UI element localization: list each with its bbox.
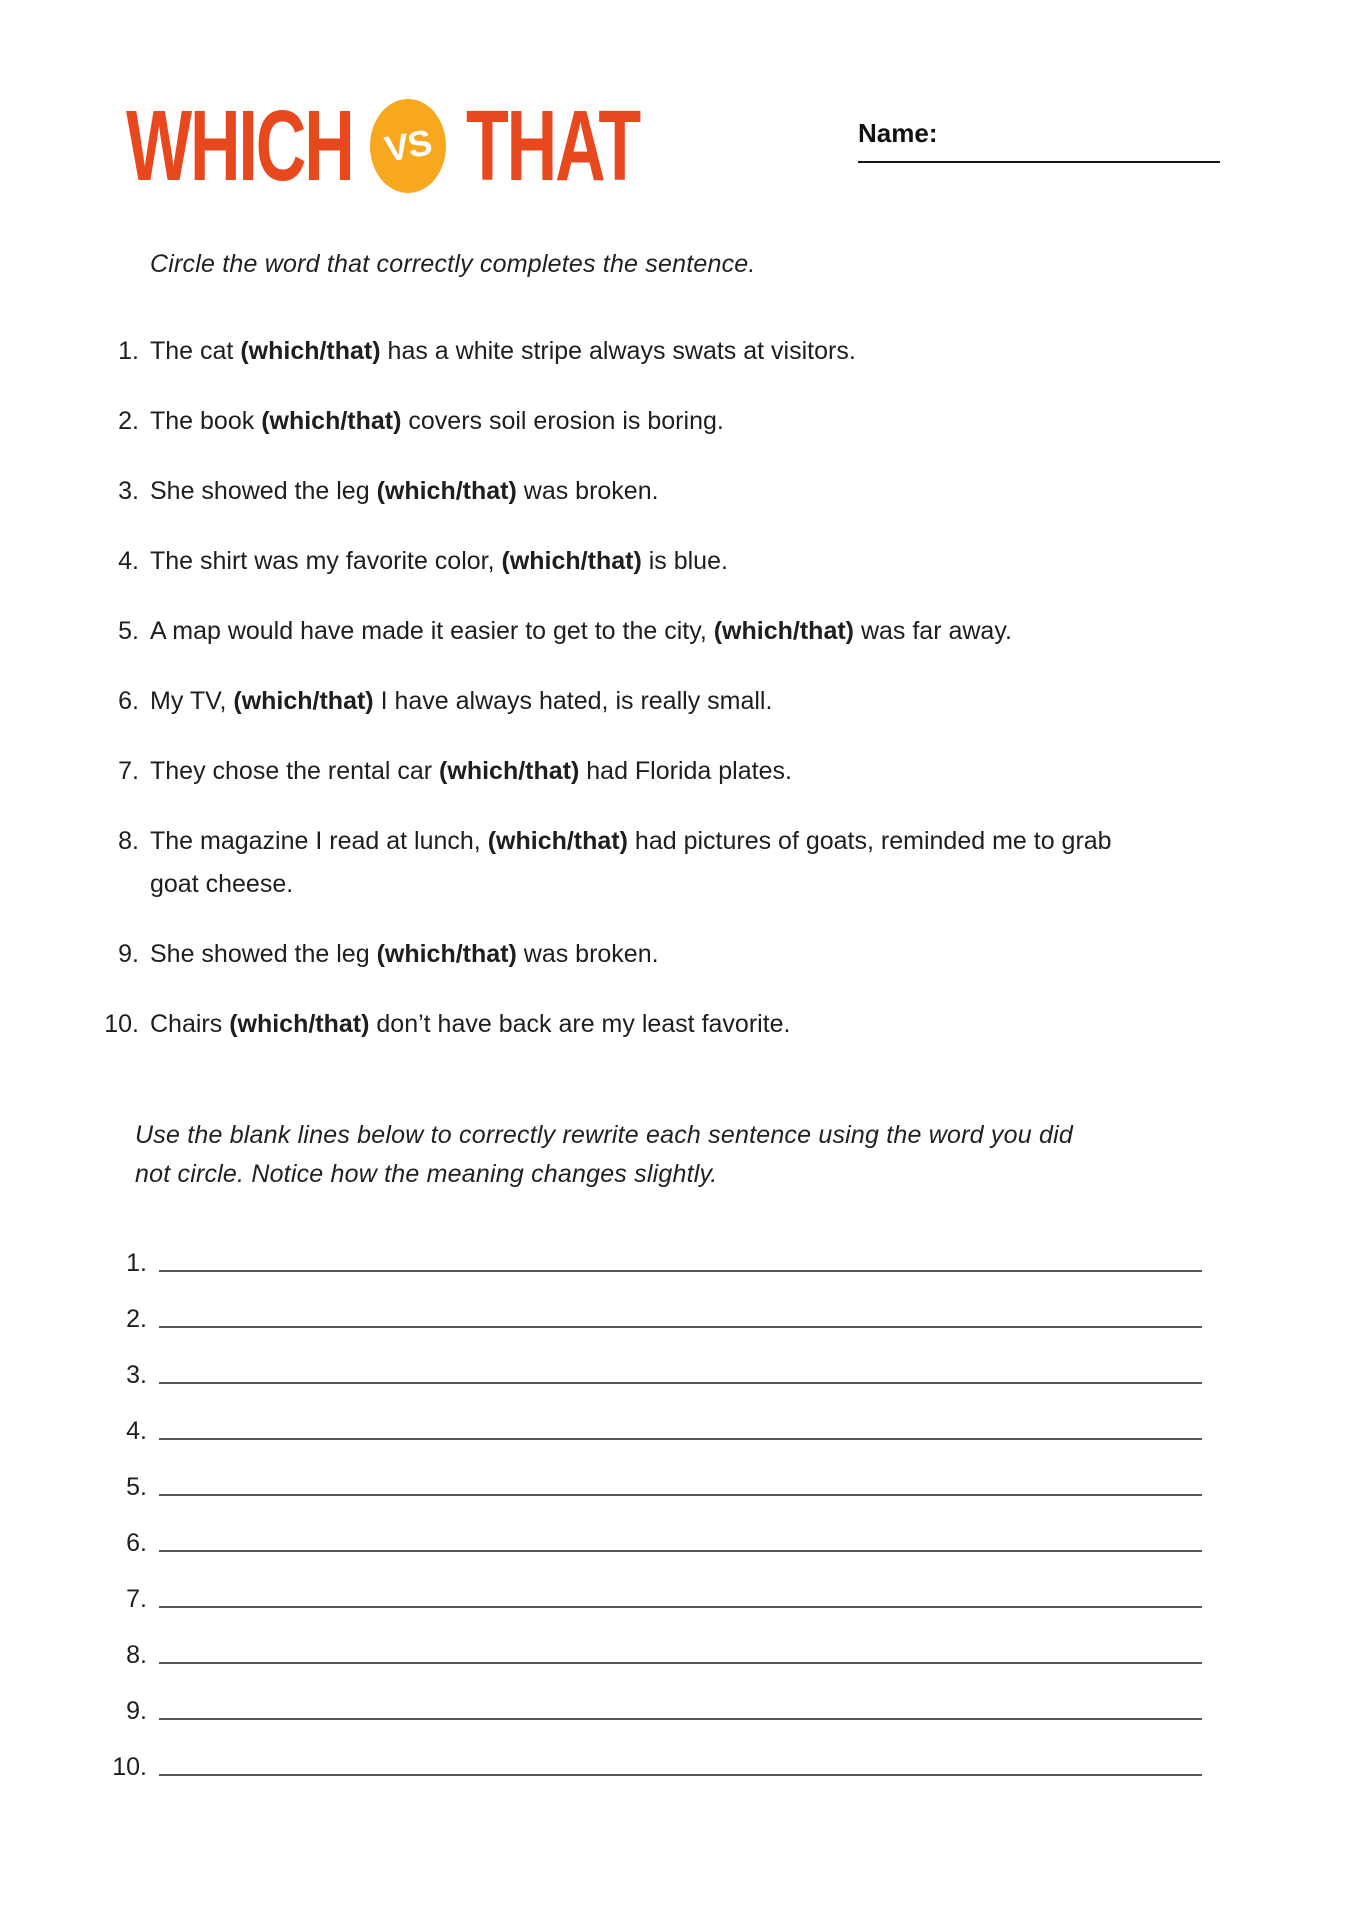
- question-text: [150, 540, 1205, 583]
- answer-number: 7.: [126, 1585, 147, 1613]
- question-text-after: is blue.: [641, 547, 728, 575]
- question-text: [150, 470, 1205, 513]
- question-text: [150, 610, 1205, 653]
- answer-line[interactable]: [159, 1466, 1202, 1496]
- question-number: 2.: [118, 407, 139, 435]
- answer-row: [95, 1384, 1202, 1445]
- question-number: 6.: [118, 687, 139, 715]
- answer-row: [95, 1720, 1202, 1781]
- question-item: [95, 610, 1205, 653]
- answer-line-list: [95, 1216, 1202, 1781]
- question-text-after: I have always hated, is really small.: [373, 687, 773, 715]
- question-text-before: She showed the leg: [150, 940, 377, 968]
- answer-number: 9.: [126, 1697, 147, 1725]
- which-that-choice[interactable]: (which/that): [713, 617, 854, 645]
- answer-row: [95, 1216, 1202, 1277]
- question-text-before: The magazine I read at lunch,: [150, 827, 488, 855]
- question-text-after: was broken.: [516, 477, 659, 505]
- answer-row: [95, 1440, 1202, 1501]
- question-text-before: My TV,: [150, 687, 234, 715]
- question-text-after: had Florida plates.: [579, 757, 792, 785]
- answer-number: 1.: [126, 1249, 147, 1277]
- question-text-after: covers soil erosion is boring.: [401, 407, 724, 435]
- question-text: [150, 680, 1205, 723]
- answer-line[interactable]: [159, 1242, 1202, 1272]
- answer-line[interactable]: [159, 1410, 1202, 1440]
- answer-line[interactable]: [159, 1746, 1202, 1776]
- question-number: 3.: [118, 477, 139, 505]
- question-text-after: was far away.: [854, 617, 1012, 645]
- question-item: [95, 1003, 1205, 1046]
- question-text: [150, 400, 1205, 443]
- question-text: [150, 933, 1205, 976]
- question-text-before: A map would have made it easier to get to the city,: [150, 617, 714, 645]
- question-number: 4.: [118, 547, 139, 575]
- answer-number: 8.: [126, 1641, 147, 1669]
- question-number: 5.: [118, 617, 139, 645]
- which-that-choice[interactable]: (which/that): [376, 940, 517, 968]
- question-text-before: The shirt was my favorite color,: [150, 547, 502, 575]
- logo-word-which: WHICH: [126, 90, 353, 202]
- which-that-choice[interactable]: (which/that): [487, 827, 628, 855]
- question-text-after: has a white stripe always swats at visitors.: [380, 337, 856, 365]
- name-label: Name:: [858, 118, 938, 148]
- question-item: [95, 400, 1205, 443]
- question-number: 8.: [118, 827, 139, 855]
- question-text: [150, 330, 1205, 373]
- which-that-choice[interactable]: (which/that): [240, 337, 381, 365]
- which-that-choice[interactable]: (which/that): [229, 1010, 370, 1038]
- question-text-after: don’t have back are my least favorite.: [369, 1010, 791, 1038]
- question-number: 10.: [104, 1010, 139, 1038]
- answer-number: 5.: [126, 1473, 147, 1501]
- logo-word-that: THAT: [466, 90, 640, 202]
- part2-instruction: Use the blank lines below to correctly rewrite each sentence using the word you did not circle. Notice how the meaning changes slightly.: [135, 1121, 1073, 1188]
- which-that-choice[interactable]: (which/that): [233, 687, 374, 715]
- answer-line[interactable]: [159, 1354, 1202, 1384]
- question-number: 7.: [118, 757, 139, 785]
- question-item: [95, 933, 1205, 976]
- question-item: [95, 750, 1205, 793]
- answer-row: [95, 1328, 1202, 1389]
- answer-number: 2.: [126, 1305, 147, 1333]
- answer-line[interactable]: [159, 1298, 1202, 1328]
- question-number: 9.: [118, 940, 139, 968]
- question-text-before: They chose the rental car: [150, 757, 440, 785]
- logo-vs-badge: [370, 99, 446, 193]
- which-that-choice[interactable]: (which/that): [376, 477, 517, 505]
- question-list: [95, 330, 1205, 1073]
- answer-number: 4.: [126, 1417, 147, 1445]
- answer-row: [95, 1664, 1202, 1725]
- answer-line[interactable]: [159, 1634, 1202, 1664]
- question-text-before: Chairs: [150, 1010, 230, 1038]
- answer-number: 10.: [112, 1753, 147, 1781]
- answer-line[interactable]: [159, 1690, 1202, 1720]
- logo-vs-text: VS: [381, 121, 435, 170]
- question-item: [95, 470, 1205, 513]
- question-text-before: She showed the leg: [150, 477, 377, 505]
- question-text: [150, 750, 1205, 793]
- question-text: [150, 1003, 1205, 1046]
- question-item: [95, 820, 1205, 906]
- question-text-before: The cat: [150, 337, 241, 365]
- question-number: 1.: [118, 337, 139, 365]
- question-text: [150, 820, 1135, 906]
- answer-number: 3.: [126, 1361, 147, 1389]
- which-that-choice[interactable]: (which/that): [501, 547, 642, 575]
- answer-line[interactable]: [159, 1578, 1202, 1608]
- question-text-after: had pictures of goats, reminded me to grab goat cheese.: [150, 827, 1112, 898]
- question-text-before: The book: [150, 407, 262, 435]
- name-input-line[interactable]: [858, 161, 1220, 163]
- answer-row: [95, 1552, 1202, 1613]
- which-that-choice[interactable]: (which/that): [261, 407, 402, 435]
- which-that-choice[interactable]: (which/that): [439, 757, 580, 785]
- part1-instruction: Circle the word that correctly completes the sentence.: [150, 250, 756, 278]
- question-item: [95, 330, 1205, 373]
- question-item: [95, 680, 1205, 723]
- answer-row: [95, 1608, 1202, 1669]
- question-text-after: was broken.: [516, 940, 659, 968]
- answer-number: 6.: [126, 1529, 147, 1557]
- answer-row: [95, 1272, 1202, 1333]
- answer-line[interactable]: [159, 1522, 1202, 1552]
- question-item: [95, 540, 1205, 583]
- answer-row: [95, 1496, 1202, 1557]
